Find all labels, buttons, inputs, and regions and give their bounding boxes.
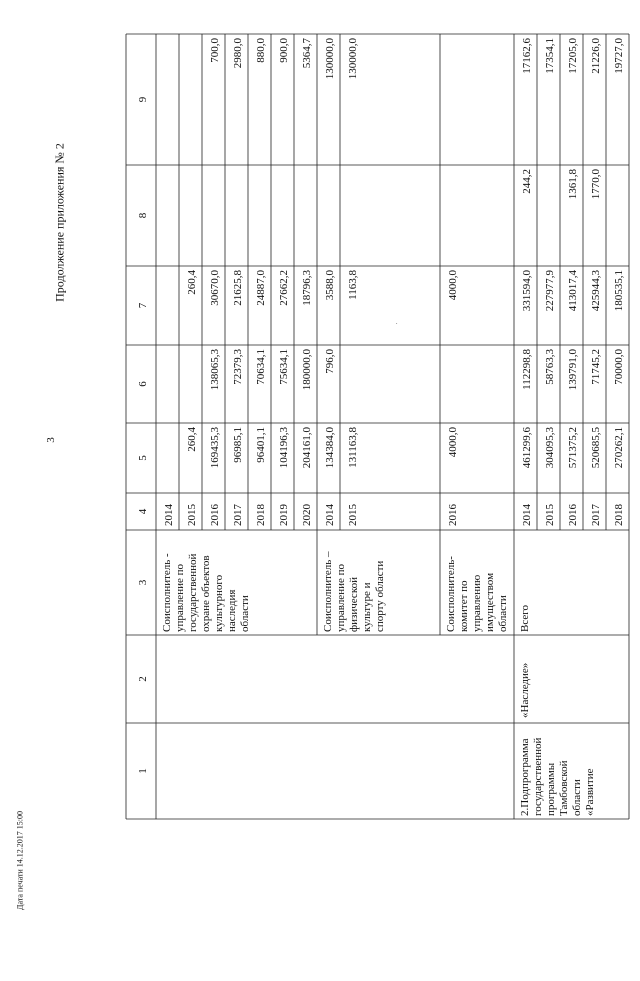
value-cell: 17162,6	[521, 38, 533, 74]
year-cell: 2016	[447, 504, 459, 526]
value-cell: 96401,1	[255, 427, 267, 463]
value-cell: 130000,0	[324, 38, 336, 80]
value-cell: 331594,0	[521, 270, 533, 312]
year-cell: 2019	[278, 504, 290, 526]
value-cell: 425944,3	[590, 270, 602, 312]
column-header-6: 6	[137, 381, 149, 387]
value-cell: 17354,1	[544, 38, 556, 74]
year-cell: 2015	[186, 504, 198, 526]
value-cell: 571375,2	[567, 427, 579, 469]
program-label: программы	[545, 762, 557, 816]
program-label: 2.Подпрограмма	[519, 738, 531, 816]
value-cell: 138065,3	[209, 349, 221, 391]
value-cell: 70634,1	[255, 349, 267, 385]
value-cell: 27662,2	[278, 270, 290, 306]
value-cell: 2980,0	[232, 38, 244, 69]
executor-label: комитет по	[458, 580, 470, 632]
value-cell: 180535,1	[613, 270, 625, 312]
value-cell: 204161,0	[301, 427, 313, 469]
value-cell: 70000,0	[613, 349, 625, 385]
stray-dot: .	[396, 320, 398, 326]
column-header-9: 9	[137, 96, 149, 103]
program-label: «Развитие	[584, 768, 596, 816]
executor-label: государственной	[187, 553, 199, 632]
year-cell: 2016	[567, 504, 579, 526]
value-cell: 5364,7	[301, 38, 313, 69]
value-cell: 71745,2	[590, 349, 602, 385]
executor-label: имуществом	[484, 572, 496, 632]
value-cell: 75634,1	[278, 349, 290, 385]
value-cell: 169435,3	[209, 427, 221, 469]
value-cell: 1163,8	[347, 270, 359, 300]
value-cell: 4000,0	[447, 270, 459, 301]
year-cell: 2018	[255, 504, 267, 526]
year-cell: 2017	[232, 504, 244, 526]
value-cell: 796,0	[324, 349, 336, 374]
executor-label: спорту области	[374, 560, 386, 632]
value-cell: 700,0	[209, 38, 221, 63]
value-cell: 4000,0	[447, 427, 459, 458]
value-cell: 900,0	[278, 38, 290, 63]
column-header-5: 5	[137, 455, 149, 461]
program-label: области	[571, 779, 583, 816]
executor-label: Соисполнитель-	[445, 556, 457, 632]
executor-label: наследия	[226, 589, 238, 632]
value-cell: 130000,0	[347, 38, 359, 80]
value-cell: 244,2	[521, 169, 533, 194]
executor-label: культуре и	[361, 582, 373, 632]
value-cell: 19727,0	[613, 38, 625, 74]
page-number: 3	[45, 437, 57, 443]
value-cell: 1361,8	[567, 169, 579, 200]
table-svg	[126, 34, 625, 819]
value-cell: 260,4	[186, 270, 198, 295]
value-cell: 260,4	[186, 427, 198, 452]
value-cell: 270262,1	[613, 427, 625, 469]
value-cell: 413017,4	[567, 270, 579, 312]
value-cell: 304095,3	[544, 427, 556, 469]
year-cell: 2020	[301, 504, 313, 526]
executor-label: управление по	[335, 564, 347, 632]
year-cell: 2015	[544, 504, 556, 526]
print-date: Дата печати 14.12.2017 15:00	[15, 811, 25, 910]
executor-label: Соисполнитель -	[161, 553, 173, 632]
value-cell: 134384,0	[324, 427, 336, 469]
executor-label: Соисполнитель –	[322, 551, 334, 632]
column-header-8: 8	[137, 212, 149, 219]
value-cell: 520685,5	[590, 427, 602, 469]
executor-label: управление по	[174, 564, 186, 632]
value-cell: 227977,9	[544, 270, 556, 312]
value-cell: 880,0	[255, 38, 267, 63]
program-label: государственной	[532, 737, 544, 816]
continuation-title: Продолжение приложения № 2	[52, 143, 67, 302]
value-cell: 461299,6	[521, 427, 533, 469]
value-cell: 58763,3	[544, 349, 556, 385]
program-label: Тамбовской	[558, 760, 570, 816]
value-cell: 17205,0	[567, 38, 579, 74]
column-header-4: 4	[137, 508, 149, 515]
value-cell: 21625,8	[232, 270, 244, 306]
value-cell: 21226,0	[590, 38, 602, 74]
value-cell: 72379,3	[232, 349, 244, 385]
value-cell: 3588,0	[324, 270, 336, 301]
column-header-2: 2	[137, 676, 149, 682]
value-cell: 131163,8	[347, 427, 359, 468]
year-cell: 2016	[209, 504, 221, 526]
executor-label: физической	[348, 577, 360, 632]
column-header-7: 7	[137, 302, 149, 309]
column-header-3: 3	[137, 579, 149, 586]
value-cell: 139791,0	[567, 349, 579, 391]
data-table	[126, 34, 625, 819]
year-cell: 2014	[163, 504, 175, 526]
year-cell: 2014	[521, 504, 533, 526]
value-cell: 18796,3	[301, 270, 313, 306]
value-cell: 30670,0	[209, 270, 221, 306]
executor-label: охране объектов	[200, 555, 212, 632]
column-header-1: 1	[137, 768, 149, 774]
executor-label: Всего	[519, 605, 531, 632]
year-cell: 2018	[613, 504, 625, 526]
value-cell: 1770,0	[590, 169, 602, 200]
executor-label: области	[497, 595, 509, 632]
value-cell: 104196,3	[278, 427, 290, 469]
value-cell: 96985,1	[232, 427, 244, 463]
value-cell: 24887,0	[255, 270, 267, 306]
executor-label: культурного	[213, 574, 225, 632]
year-cell: 2017	[590, 504, 602, 526]
executor-label: управлению	[471, 574, 483, 632]
value-cell: 180000,0	[301, 349, 313, 391]
year-cell: 2015	[347, 504, 359, 526]
program-name: «Наследие»	[519, 662, 531, 718]
value-cell: 112298,8	[521, 349, 533, 390]
year-cell: 2014	[324, 504, 336, 526]
executor-label: области	[239, 595, 251, 632]
